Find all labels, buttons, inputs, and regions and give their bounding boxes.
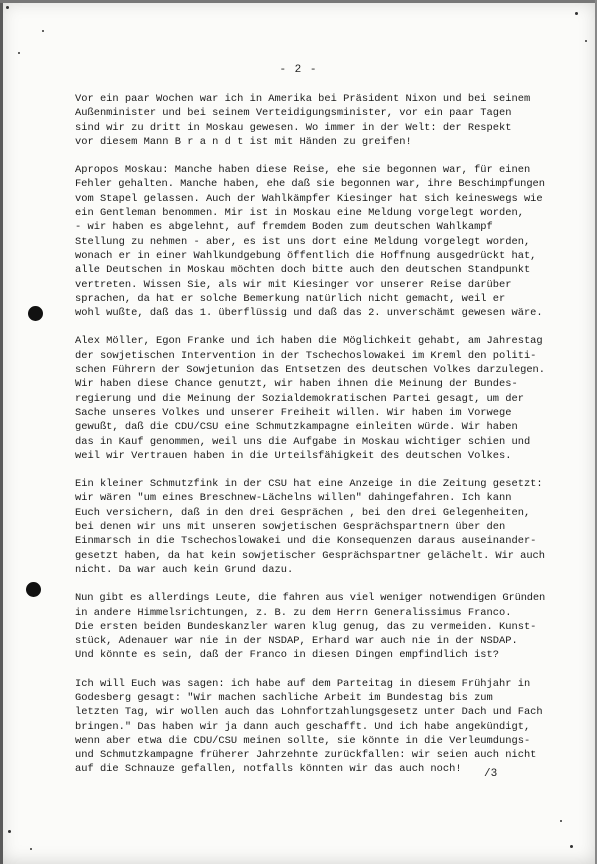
scan-speck (18, 52, 20, 54)
text-line: Nun gibt es allerdings Leute, die fahren aus viel weniger notwendigen Gründen (75, 592, 546, 605)
text-line: Alex Möller, Egon Franke und ich haben die Möglichkeit gehabt, am Jahrestag (75, 335, 543, 348)
paragraph-6 (75, 677, 545, 777)
document-body (75, 92, 545, 791)
paragraph-2 (75, 163, 545, 320)
scan-speck (42, 30, 44, 32)
paragraph-1 (75, 92, 545, 149)
text-line: gesetzt haben, da hat kein sowjetischer Gesprächspartner gelächelt. Wir auch (75, 549, 545, 562)
text-line: Fehler gehalten. Manche haben, ehe daß sie begonnen war, ihre Beschimpfungen (75, 178, 545, 191)
text-line: gewußt, daß die CDU/CSU eine Schmutzkampagne einleiten würde. Wir haben (75, 421, 518, 434)
scan-edge-top (0, 0, 597, 3)
text-line: - wir haben es abgelehnt, auf fremdem Boden zum deutschen Wahlkampf (75, 221, 493, 234)
punch-hole-upper (28, 306, 43, 321)
text-line: das in Kauf genommen, weil uns die Aufgabe in Moskau wichtiger schien und (75, 435, 531, 448)
text-line: Euch versichern, daß in den drei Gesprächen , bei den drei Gelegenheiten, (75, 506, 531, 519)
scan-speck (30, 848, 32, 850)
text-line: Apropos Moskau: Manche haben diese Reise, ehe sie begonnen war, für einen (75, 164, 531, 177)
punch-hole-lower (26, 582, 41, 597)
text-line: weil wir Vertrauen haben in die Urteilsfähigkeit des deutschen Volkes. (75, 449, 512, 462)
scan-speck (585, 40, 587, 42)
scan-speck (6, 6, 9, 9)
scan-speck (575, 12, 578, 15)
paragraph-4 (75, 477, 545, 577)
scan-speck (570, 845, 573, 848)
text-line: Vor ein paar Wochen war ich in Amerika bei Präsident Nixon und bei seinem (75, 93, 531, 105)
text-line: wenn aber etwa die CDU/CSU meinen sollte, sie könnte in die Verleumdungs- (75, 734, 531, 747)
text-line: Sache unseres Volkes und unserer Freiheit willen. Wir haben im Vorwege (75, 406, 512, 419)
text-line: Und könnte es sein, daß der Franco in diesen Dingen empfindlich ist? (75, 649, 500, 662)
text-line: sind wir zu dritt in Moskau gewesen. Wo immer in der Welt: der Respekt (75, 121, 512, 134)
text-line: nicht. Da war auch kein Grund dazu. (75, 563, 294, 576)
text-line: vom Stapel gelassen. Auch der Wahlkämpfer Kiesinger hat sich keineswegs wie (75, 192, 543, 205)
paragraph-5 (75, 591, 545, 662)
text-line: Einmarsch in die Tschechoslowakei und die Konsequenzen daraus auseinander- (75, 535, 537, 548)
continuation-marker: /3 (484, 768, 498, 780)
text-line: wohl wußte, daß das 1. überflüssig und daß das 2. unverschämt gewesen wäre. (75, 307, 543, 320)
text-line: Godesberg gesagt: "Wir machen sachliche Arbeit im Bundestag bis zum (75, 691, 493, 704)
scan-speck (8, 830, 11, 833)
text-line: ein Gentleman benommen. Mir ist in Moskau eine Meldung vorgelegt worden, (75, 207, 524, 220)
text-line: Stellung zu nehmen - aber, es ist uns dort eine Meldung vorgelegt worden, (75, 235, 531, 248)
scan-speck (560, 820, 562, 822)
text-line: schen Führern der Sowjetunion das Entsetzen des deutschen Volkes darzulegen. (75, 364, 545, 377)
text-line: Ein kleiner Schmutzfink in der CSU hat eine Anzeige in die Zeitung gesetzt: (75, 478, 543, 491)
text-line: in andere Himmelsrichtungen, z. B. zu dem Herrn Generalissimus Franco. (75, 606, 512, 619)
paragraph-3 (75, 334, 545, 463)
text-line: Wir haben diese Chance genutzt, wir haben ihnen die Meinung der Bundes- (75, 378, 518, 391)
text-line: vor diesem Mann B r a n d t ist mit Händen zu greifen! (75, 135, 412, 148)
text-line: Außenminister und bei seinem Verteidigungsminister, vor ein paar Tagen (75, 107, 512, 120)
page-number: - 2 - (279, 64, 318, 76)
text-line: der sowjetischen Intervention in der Tschechoslowakei im Kreml den politi- (75, 349, 537, 362)
text-line: und Schmutzkampagne früherer Jahrzehnte zurückfallen: wir seien auch nicht (75, 749, 537, 762)
text-line: vertreten. Wissen Sie, als wir mit Kiesinger vor unserer Reise darüber (75, 278, 512, 291)
text-line: bei denen wir uns mit unseren sowjetischen Gesprächspartnern über den (75, 521, 506, 534)
text-line: wir wären "um eines Breschnew-Lächelns willen" dahingefahren. Ich kann (75, 492, 512, 505)
text-line: auf die Schnauze gefallen, notfalls könnten wir das auch noch! (75, 763, 462, 776)
text-line: stück, Adenauer war nie in der NSDAP, Erhard war auch nie in der NSDAP. (75, 635, 518, 648)
text-line: wonach er in einer Wahlkundgebung öffentlich die Hoffnung ausgedrückt hat, (75, 249, 537, 262)
scan-edge-left (0, 0, 3, 864)
text-line: alle Deutschen in Moskau möchten doch bitte auch den deutschen Standpunkt (75, 264, 531, 277)
text-line: regierung und die Meinung der Sozialdemokratischen Partei gesagt, um der (75, 392, 524, 405)
text-line: bringen." Das haben wir ja dann auch geschafft. Und ich habe angekündigt, (75, 720, 531, 733)
text-line: Die ersten beiden Bundeskanzler waren klug genug, das zu vermeiden. Kunst- (75, 620, 537, 633)
text-line: sprachen, da hat er solche Bemerkung natürlich nicht gemacht, weil er (75, 292, 506, 305)
text-line: letzten Tag, wir wollen auch das Lohnfortzahlungsgesetz unter Dach und Fach (75, 706, 543, 719)
text-line: Ich will Euch was sagen: ich habe auf dem Parteitag in diesem Frühjahr in (75, 677, 531, 690)
